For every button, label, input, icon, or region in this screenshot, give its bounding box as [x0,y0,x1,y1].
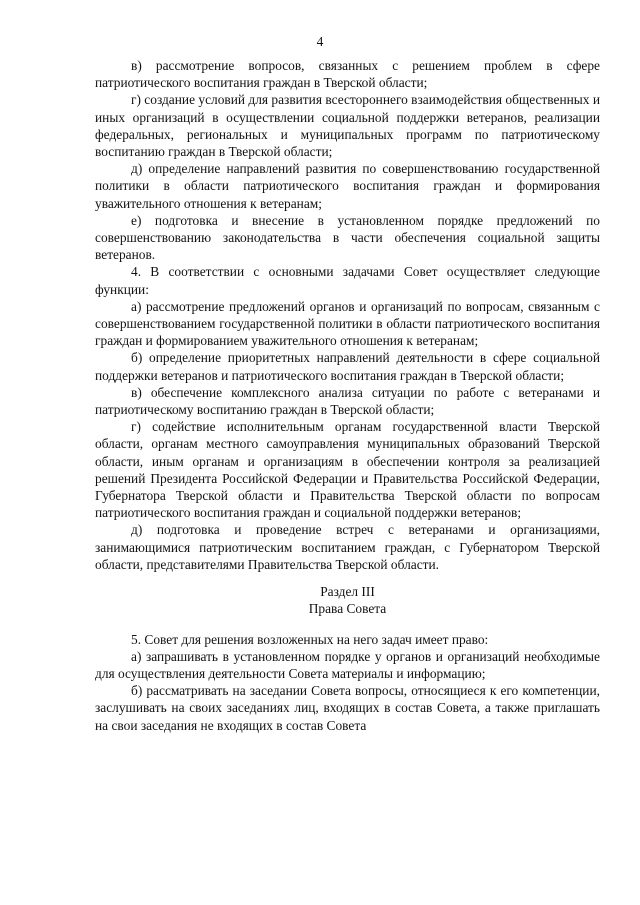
paragraph: д) определение направлений развития по совершенствованию государственной политики в области патриотического воспитания граждан и формирования уважительного отношения к ветеранам; [95,161,600,211]
paragraph: 4. В соответствии с основными задачами Совет осуществляет следующие функции: [95,264,600,297]
document-body [95,57,600,734]
paragraph: б) рассматривать на заседании Совета вопросы, относящиеся к его компетенции, заслушивать на своих заседаниях лиц, входящих в состав Совета, а также приглашать на свои заседания не входящих в состав Совета [95,683,600,733]
section-number: Раздел III [320,584,375,600]
paragraph: в) рассмотрение вопросов, связанных с решением проблем в сфере патриотического воспитания граждан в Тверской области; [95,58,600,91]
paragraph: а) рассмотрение предложений органов и организаций по вопросам, связанным с совершенствованием государственной политики в области патриотического воспитания граждан и формированием уважительного отношения к ветеранам; [95,298,600,349]
paragraph: д) подготовка и проведение встреч с ветеранами и организациями, занимающимися патриотическим воспитанием граждан, с Губернатором Тверской области, представителями Правительства Тверской области. [95,522,600,572]
paragraph: г) создание условий для развития всестороннего взаимодействия общественных и иных организаций в осуществлении социальной поддержки ветеранов, реализации федеральных, региональных и муниципальных программ по патриотическому воспитанию граждан в Тверской области; [95,92,600,160]
section-title: Права Совета [308,601,387,617]
paragraph: г) содействие исполнительным органам государственной власти Тверской области, органам местного самоуправления муниципальных образований Тверской области, иным органам и организациям в обеспечении контроля за реализацией решений Президента Российской Федерации и Правительства Российской Федерации, Губернатора Тверской области и Правительства Тверской области по вопросам патриотического воспитания граждан и социальной поддержки ветеранов; [95,419,600,521]
page-number: 4 [316,34,324,49]
paragraph: б) определение приоритетных направлений деятельности в сфере социальной поддержки ветеранов и патриотического воспитания граждан в Тверской области; [95,350,600,383]
paragraph: е) подготовка и внесение в установленном порядке предложений по совершенствованию законодательства в части обеспечения социальной защиты ветеранов. [95,212,600,263]
paragraph: а) запрашивать в установленном порядке у органов и организаций необходимые для осуществления деятельности Совета материалы и информацию; [95,648,600,681]
paragraph: 5. Совет для решения возложенных на него задач имеет право: [131,631,489,647]
paragraph: в) обеспечение комплексного анализа ситуации по работе с ветеранами и патриотическому воспитанию граждан в Тверской области; [95,384,600,418]
